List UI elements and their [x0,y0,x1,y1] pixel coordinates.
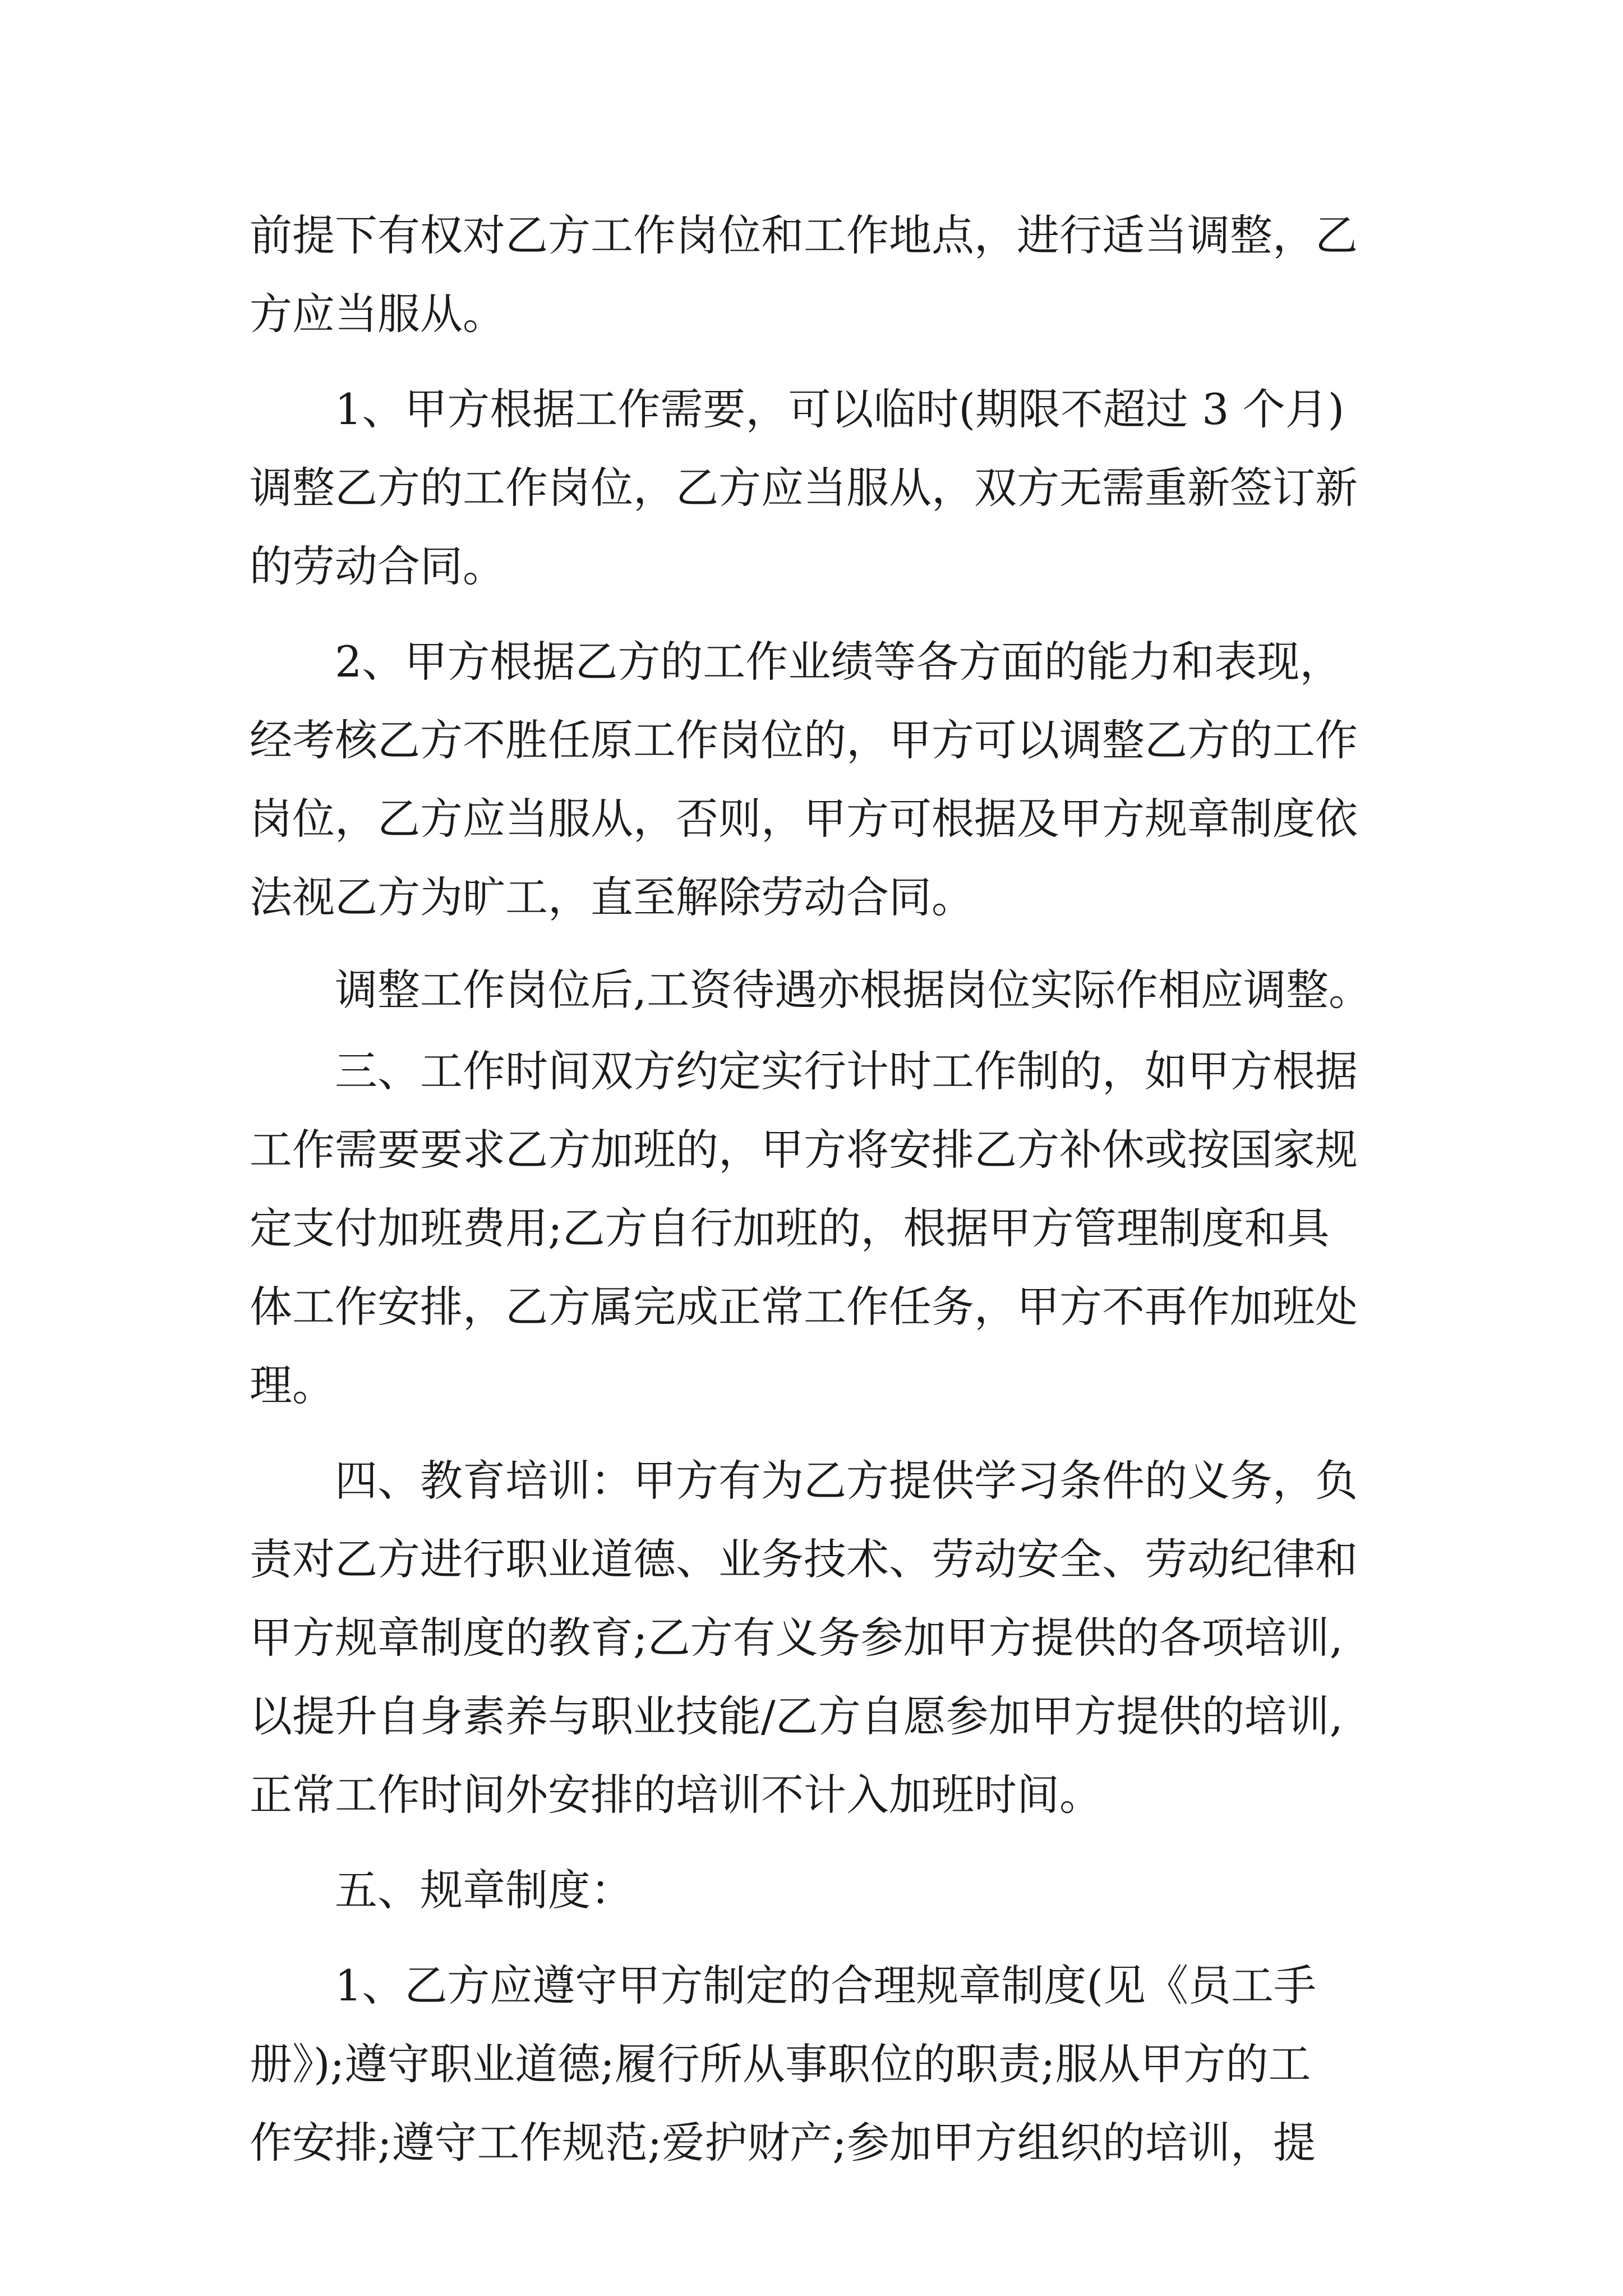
text-line: 1、甲方根据工作需要，可以临时(期限不超过 3 个月) [335,384,1345,434]
text-line: 五、规章制度： [335,1865,633,1915]
text-line: 工作需要要求乙方加班的，甲方将安排乙方补休或按国家规 [250,1125,1358,1175]
text-line: 调整乙方的工作岗位，乙方应当服从，双方无需重新签订新 [250,463,1358,513]
text-line: 法视乙方为旷工，直至解除劳动合同。 [250,872,974,922]
text-line: 甲方规章制度的教育;乙方有义务参加甲方提供的各项培训, [250,1613,1343,1663]
text-line: 的劳动合同。 [250,541,505,591]
text-line: 定支付加班费用;乙方自行加班的，根据甲方管理制度和具 [250,1203,1330,1253]
text-line: 体工作安排，乙方属完成正常工作任务，甲方不再作加班处 [250,1282,1358,1332]
text-line: 理。 [250,1360,335,1410]
text-line: 以提升自身素养与职业技能/乙方自愿参加甲方提供的培训, [250,1691,1343,1741]
text-line: 1、乙方应遵守甲方制定的合理规章制度(见《员工手 [335,1961,1317,2010]
text-line: 方应当服从。 [250,289,505,339]
text-line: 2、甲方根据乙方的工作业绩等各方面的能力和表现， [335,637,1343,687]
text-line: 正常工作时间外安排的培训不计入加班时间。 [250,1770,1102,1820]
text-line: 前提下有权对乙方工作岗位和工作地点，进行适当调整，乙 [250,210,1358,260]
text-line: 责对乙方进行职业道德、业务技术、劳动安全、劳动纪律和 [250,1534,1358,1584]
text-line: 册》);遵守职业道德;履行所从事职位的职责;服从甲方的工 [250,2039,1311,2089]
text-line: 三、工作时间双方约定实行计时工作制的，如甲方根据 [335,1046,1358,1096]
text-line: 经考核乙方不胜任原工作岗位的，甲方可以调整乙方的工作 [250,715,1358,765]
text-line: 四、教育培训：甲方有为乙方提供学习条件的义务，负 [335,1456,1358,1506]
text-line: 作安排;遵守工作规范;爱护财产;参加甲方组织的培训，提 [250,2118,1316,2168]
text-line: 调整工作岗位后,工资待遇亦根据岗位实际作相应调整。 [335,965,1372,1015]
text-line: 岗位，乙方应当服从，否则，甲方可根据及甲方规章制度依 [250,794,1358,844]
